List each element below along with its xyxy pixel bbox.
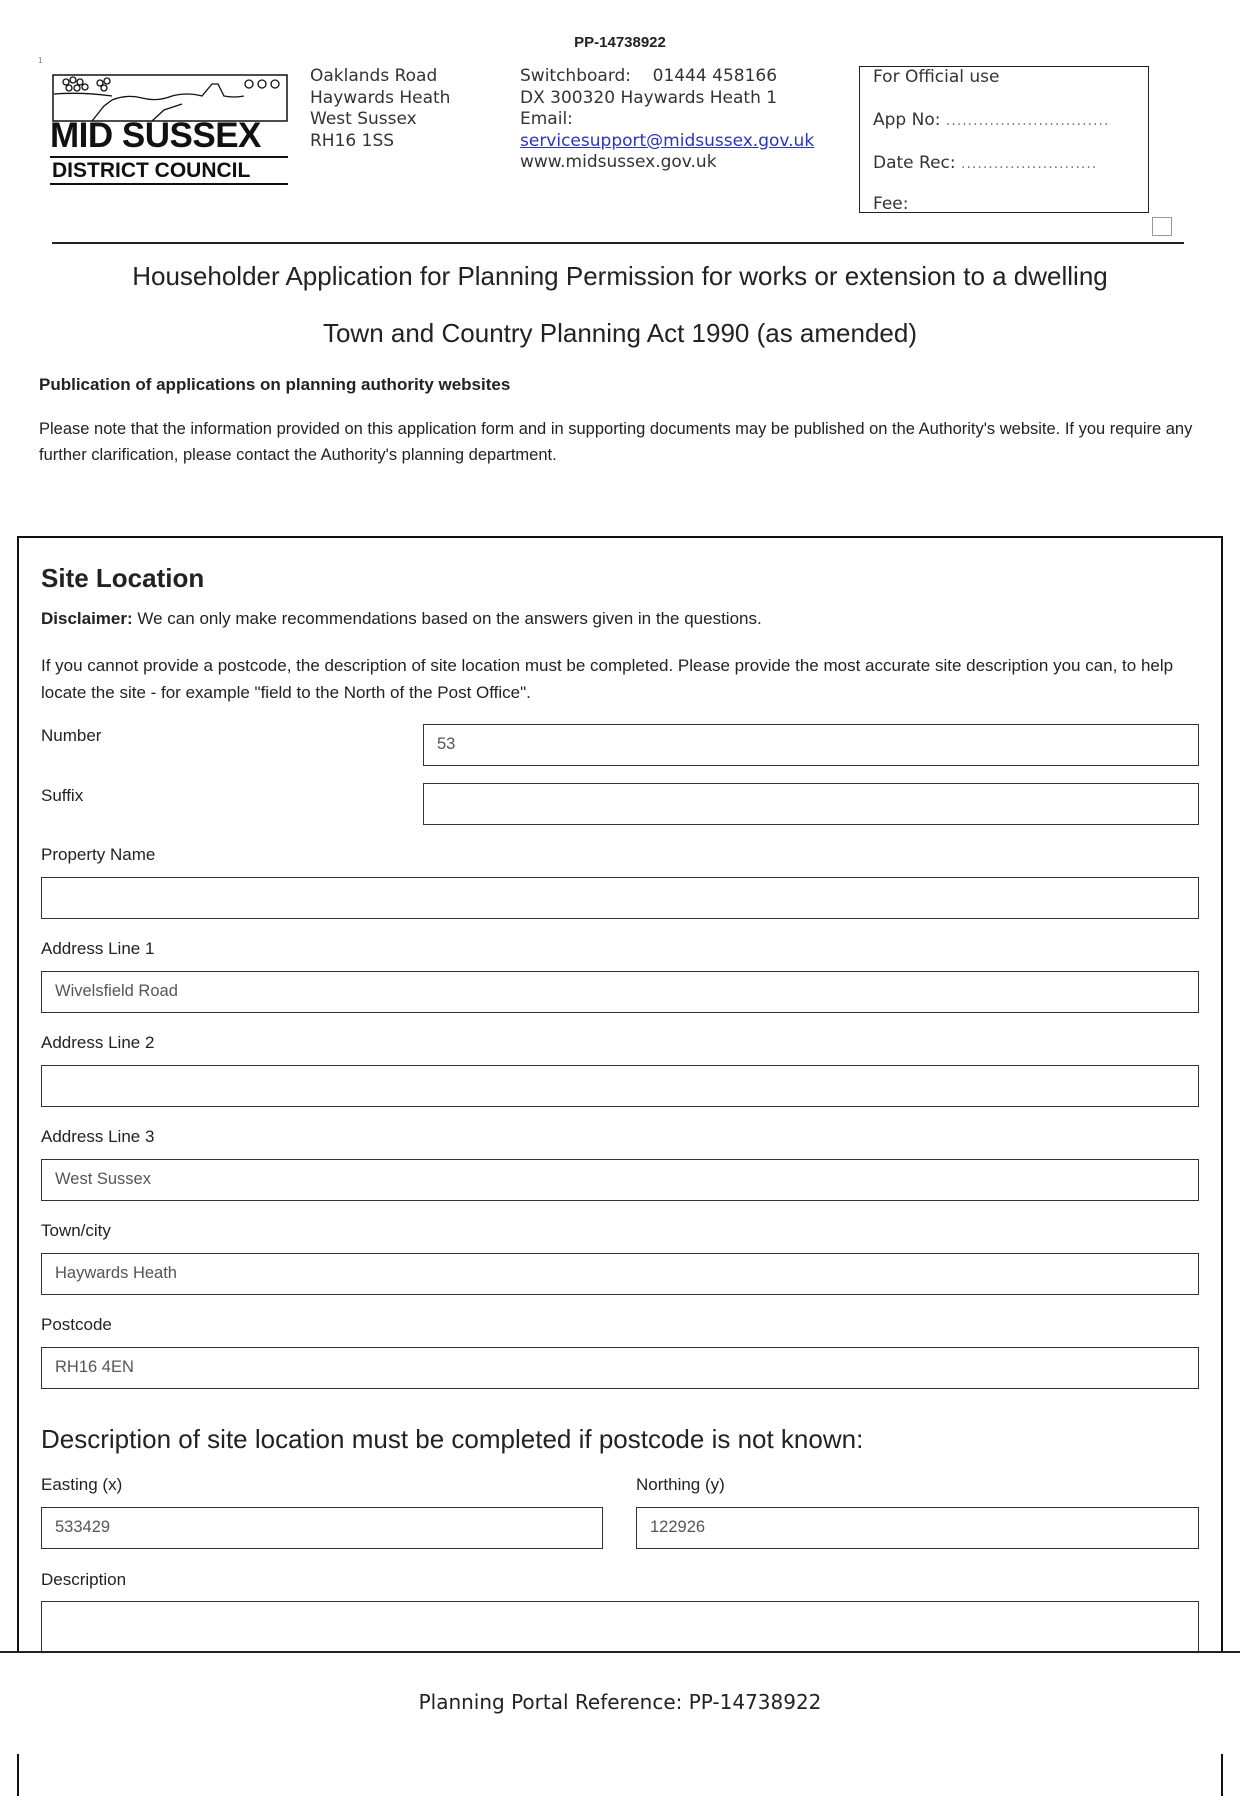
form-title: Householder Application for Planning Permission for works or extension to a dwelling: [132, 261, 1108, 291]
footer-reference: Planning Portal Reference: PP-14738922: [418, 1690, 822, 1714]
website: www.midsussex.gov.uk: [520, 152, 717, 172]
address-line-2-field[interactable]: [41, 1065, 1199, 1107]
town-label: Town/city: [41, 1221, 111, 1240]
app-no-dots: ..............................: [945, 113, 1110, 129]
date-rec-label: Date Rec:: [873, 153, 956, 173]
publication-heading: Publication of applications on planning authority websites: [39, 375, 511, 394]
number-field[interactable]: 53: [423, 724, 1199, 766]
description-heading: Description of site location must be completed if postcode is not known:: [41, 1424, 864, 1454]
page-mark: 1: [38, 56, 43, 65]
footer-divider: [0, 1651, 1240, 1653]
suffix-field[interactable]: [423, 783, 1199, 825]
disclaimer: [41, 609, 762, 629]
address-line-2-label: Address Line 2: [41, 1033, 155, 1052]
easting-label: Easting (x): [41, 1475, 123, 1494]
official-checkbox[interactable]: [1152, 217, 1172, 236]
logo-landscape-icon: [52, 74, 288, 122]
email-link[interactable]: servicesupport@midsussex.gov.uk: [520, 130, 815, 151]
council-address: [310, 66, 450, 152]
app-no-label: App No:: [873, 110, 941, 130]
town-field[interactable]: Haywards Heath: [41, 1253, 1199, 1295]
postcode-field[interactable]: RH16 4EN: [41, 1347, 1199, 1389]
publication-text: Please note that the information provided on this application form and in supporting documents may be published on the Authority's website. If you require any further clarification, please contact the Authority's planning department.: [39, 420, 1193, 464]
switchboard-number: 01444 458166: [652, 66, 778, 86]
form-act: Town and Country Planning Act 1990 (as amended): [322, 318, 918, 348]
address-line: Haywards Heath: [310, 87, 451, 108]
description-label: Description: [41, 1570, 127, 1589]
council-contact: [520, 66, 814, 174]
council-logo: [50, 70, 290, 188]
easting-field[interactable]: 533429: [41, 1507, 603, 1549]
date-rec-dots: .........................: [961, 156, 1098, 172]
address-line: RH16 1SS: [310, 130, 395, 151]
reference-number: PP-14738922: [574, 34, 666, 51]
property-name-field[interactable]: [41, 877, 1199, 919]
dx-number: DX 300320 Haywards Heath 1: [520, 87, 778, 108]
address-line: Oaklands Road: [310, 66, 438, 86]
disclaimer-text: We can only make recommendations based on the answers given in the questions.: [132, 609, 762, 628]
address-line-1-field[interactable]: Wivelsfield Road: [41, 971, 1199, 1013]
address-line-3-field[interactable]: West Sussex: [41, 1159, 1199, 1201]
postcode-label: Postcode: [41, 1315, 112, 1334]
suffix-label: Suffix: [41, 786, 84, 805]
northing-label: Northing (y): [636, 1475, 725, 1494]
header-divider: [52, 242, 1184, 244]
switchboard-label: Switchboard:: [520, 66, 632, 86]
fee-label: Fee:: [873, 194, 909, 214]
number-label: Number: [41, 726, 102, 745]
address-line-1-label: Address Line 1: [41, 939, 155, 958]
section-title: Site Location: [41, 563, 205, 593]
property-name-label: Property Name: [41, 845, 156, 864]
email-label: Email:: [520, 109, 573, 129]
official-use-box: [859, 66, 1149, 213]
logo-rule: [50, 183, 288, 185]
northing-field[interactable]: 122926: [636, 1507, 1199, 1549]
logo-rule: [50, 156, 288, 158]
guidance-text: If you cannot provide a postcode, the description of site location must be completed. Please provide the most accurate site description you can, to help locate the site - for example "field to the North of the Post Office".: [41, 656, 1174, 702]
logo-name-line1: MID SUSSEX: [50, 116, 261, 155]
logo-name-line2: DISTRICT COUNCIL: [52, 159, 251, 182]
address-line: West Sussex: [310, 109, 417, 129]
address-line-3-label: Address Line 3: [41, 1127, 155, 1146]
disclaimer-label: Disclaimer:: [41, 609, 133, 628]
official-use-title: For Official use: [873, 67, 1000, 87]
